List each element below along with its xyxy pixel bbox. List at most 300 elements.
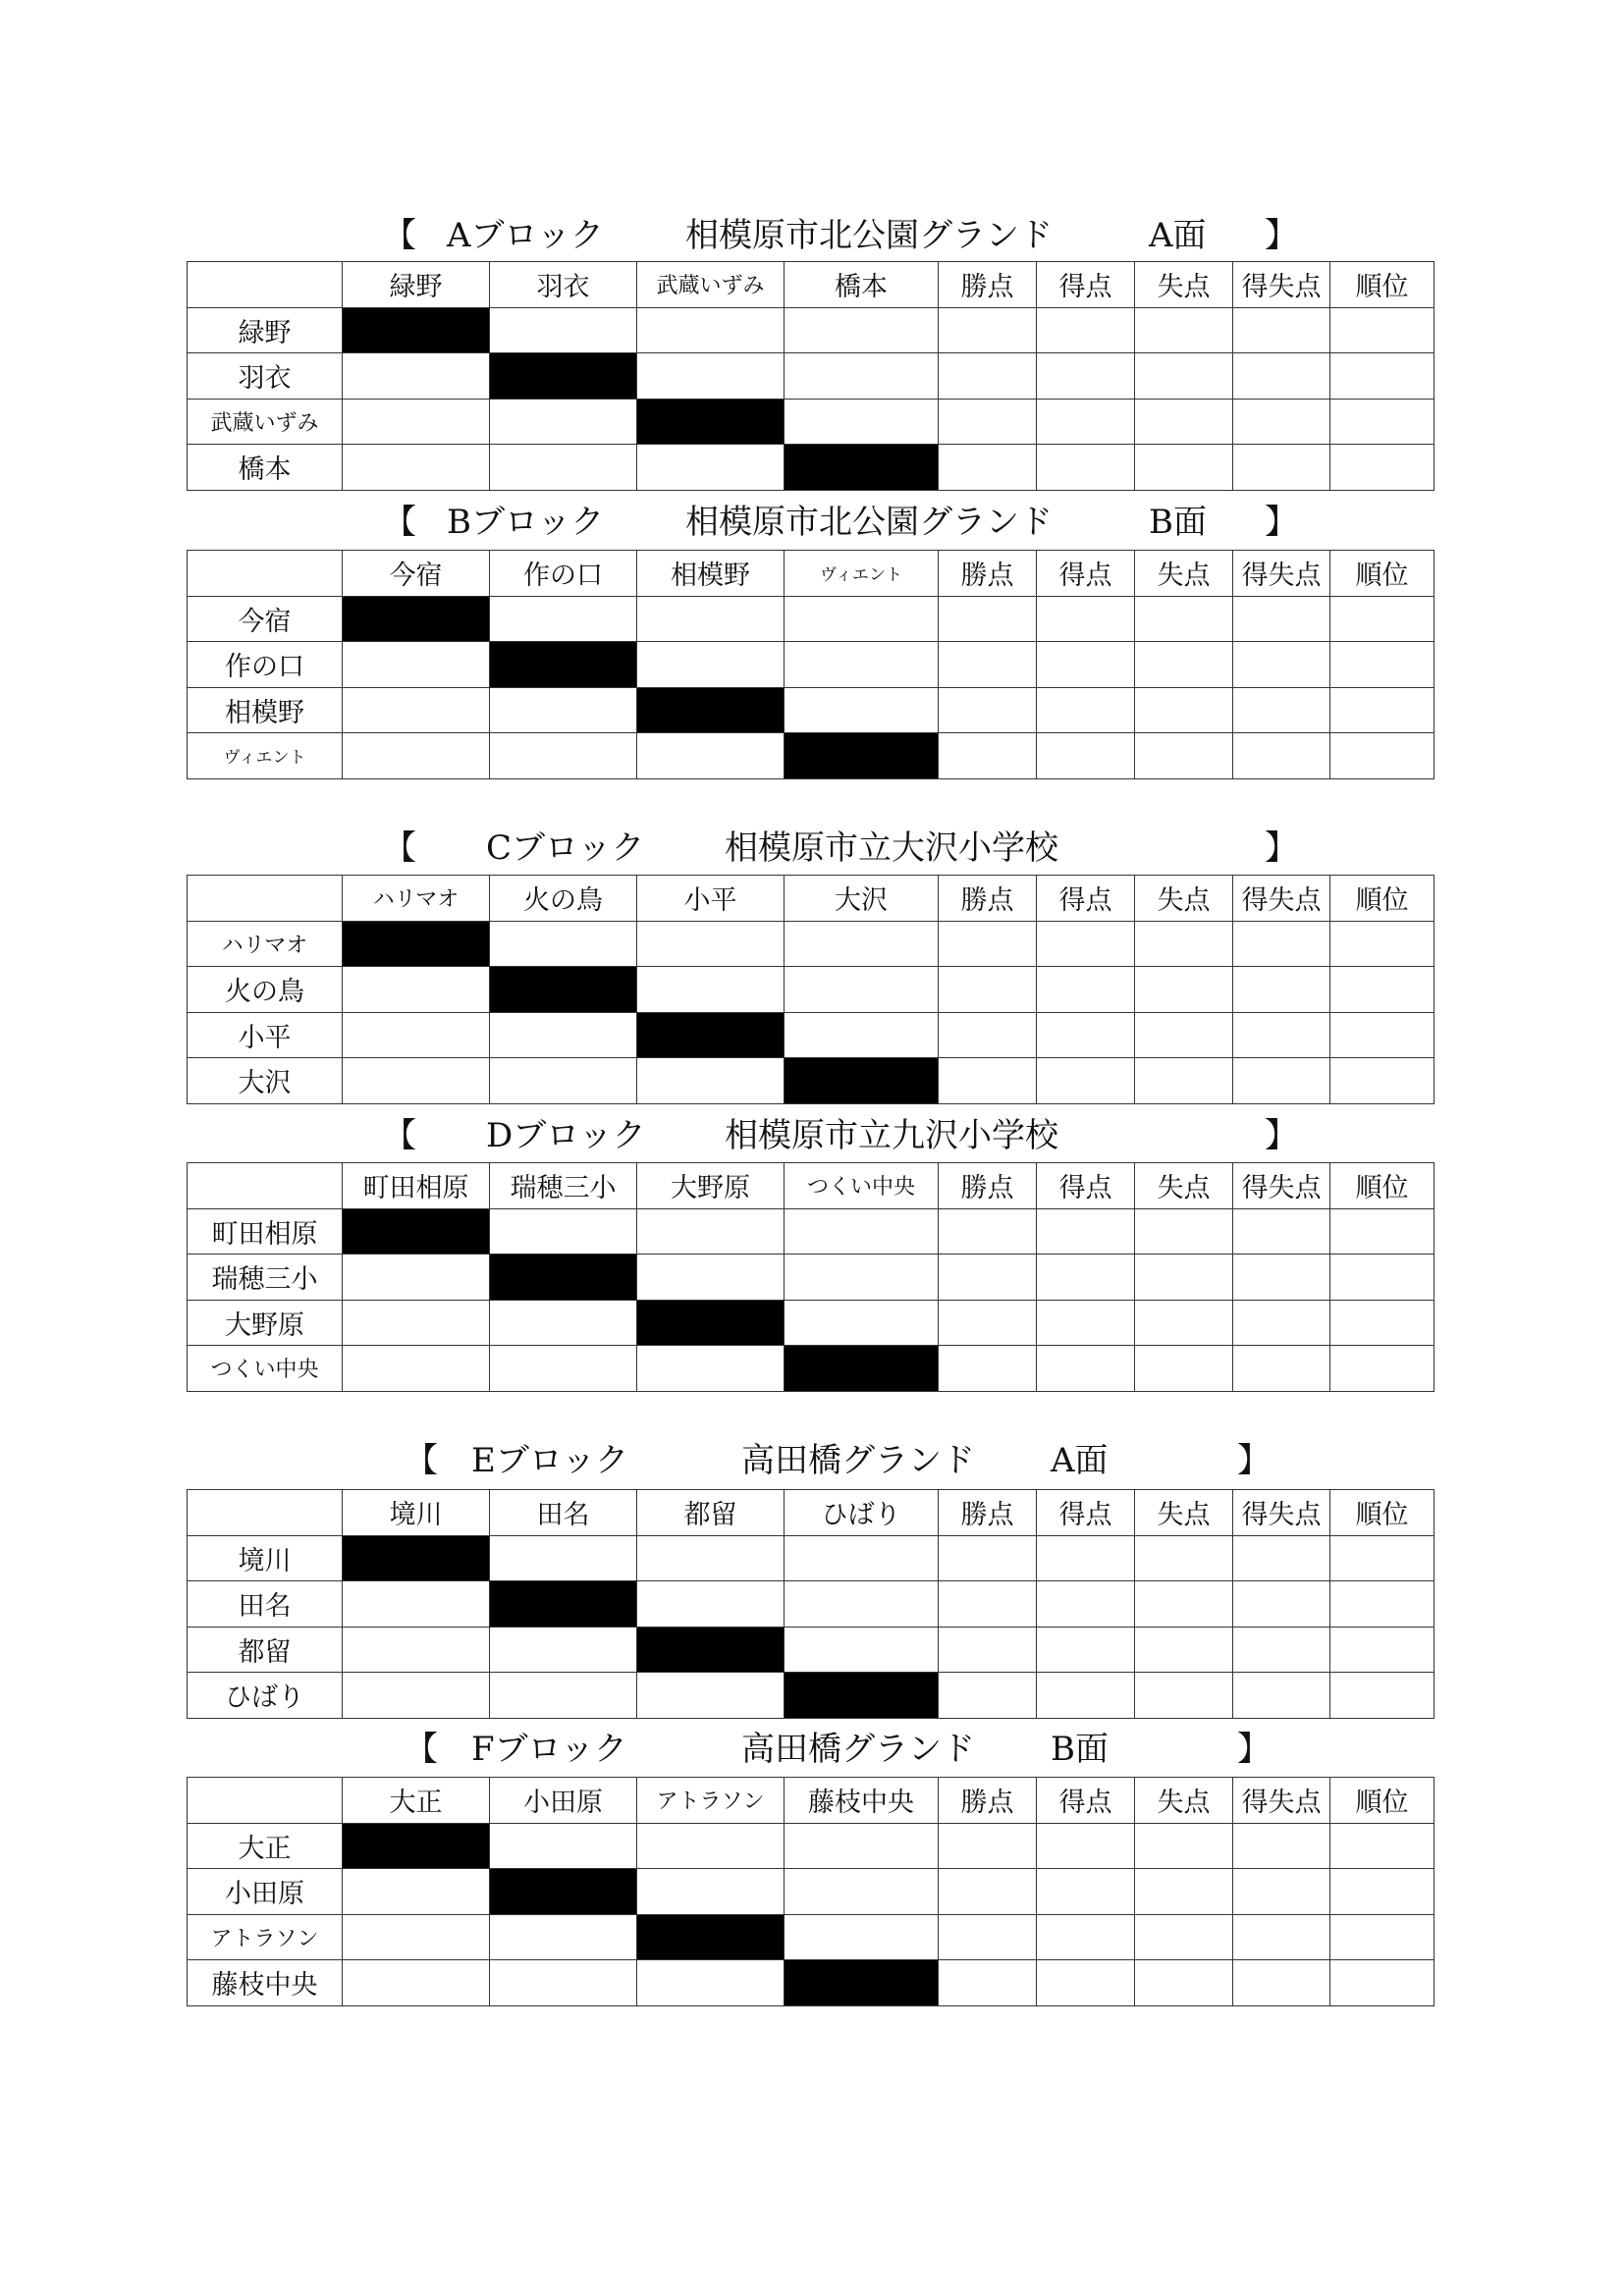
table-row (188, 1673, 1435, 1719)
stat-cell[interactable] (939, 1869, 1037, 1915)
row-team-name: 境川 (188, 1535, 343, 1581)
stat-cell[interactable] (1135, 967, 1233, 1013)
stat-cell[interactable] (939, 687, 1037, 733)
stat-cell[interactable] (939, 921, 1037, 967)
stat-cell[interactable] (1233, 1581, 1330, 1628)
match-result-cell[interactable] (343, 1914, 490, 1960)
stat-cell[interactable] (939, 1300, 1037, 1346)
stat-cell[interactable] (1330, 1673, 1435, 1719)
block-title-venue: 相模原市立九沢小学校 (725, 1116, 1058, 1155)
stat-cell[interactable] (939, 307, 1037, 353)
column-team-header: 作の口 (490, 551, 637, 597)
column-team-header: 小平 (637, 876, 785, 922)
match-result-cell[interactable] (637, 967, 785, 1013)
stat-cell[interactable] (939, 967, 1037, 1013)
league-table (187, 1162, 1435, 1392)
stat-cell[interactable] (939, 1255, 1037, 1301)
stat-cell[interactable] (1233, 1627, 1330, 1673)
match-result-cell[interactable] (343, 353, 490, 400)
self-match-cell (785, 1058, 939, 1104)
match-result-cell[interactable] (490, 1012, 637, 1058)
match-result-cell[interactable] (637, 1673, 785, 1719)
match-result-cell[interactable] (785, 1012, 939, 1058)
corner-cell (188, 262, 343, 308)
stat-cell[interactable] (939, 1627, 1037, 1673)
stat-cell[interactable] (1233, 1346, 1330, 1392)
block-title-label: Aブロック (447, 216, 604, 255)
table-row (188, 1581, 1435, 1628)
column-team-header: 都留 (637, 1490, 785, 1536)
stat-cell[interactable] (939, 1673, 1037, 1719)
stat-cell[interactable] (1233, 687, 1330, 733)
stat-header: 得点 (1037, 876, 1135, 922)
match-result-cell[interactable] (343, 967, 490, 1013)
match-result-cell[interactable] (785, 399, 939, 445)
block-title-open: 【 (405, 1441, 438, 1480)
row-team-name: アトラソン (188, 1914, 343, 1960)
stat-cell[interactable] (1233, 1208, 1330, 1255)
stat-header: 失点 (1135, 876, 1233, 922)
match-result-cell[interactable] (637, 307, 785, 353)
row-team-name: 町田相原 (188, 1208, 343, 1255)
self-match-cell (785, 1346, 939, 1392)
match-result-cell[interactable] (490, 445, 637, 491)
match-result-cell[interactable] (343, 687, 490, 733)
match-result-cell[interactable] (343, 642, 490, 688)
stat-cell[interactable] (1233, 307, 1330, 353)
stat-header: 失点 (1135, 1778, 1233, 1824)
self-match-cell (637, 1012, 785, 1058)
block-title-venue: 高田橋グランド (741, 1730, 975, 1769)
self-match-cell (637, 1914, 785, 1960)
table-row (188, 445, 1435, 491)
stat-cell[interactable] (1330, 921, 1435, 967)
table-row (188, 733, 1435, 779)
stat-cell[interactable] (1135, 596, 1233, 642)
match-result-cell[interactable] (490, 921, 637, 967)
match-result-cell[interactable] (490, 1346, 637, 1392)
table-row (188, 1208, 1435, 1255)
match-result-cell[interactable] (490, 1208, 637, 1255)
stat-cell[interactable] (1135, 733, 1233, 779)
match-result-cell[interactable] (785, 1914, 939, 1960)
match-result-cell[interactable] (490, 1823, 637, 1869)
stat-cell[interactable] (1233, 921, 1330, 967)
stat-cell[interactable] (1233, 596, 1330, 642)
stat-cell[interactable] (1330, 353, 1435, 400)
column-team-header: 大沢 (785, 876, 939, 922)
stat-cell[interactable] (1330, 1869, 1435, 1915)
league-table (187, 261, 1435, 491)
stat-cell[interactable] (1233, 1535, 1330, 1581)
match-result-cell[interactable] (785, 307, 939, 353)
match-result-cell[interactable] (637, 1869, 785, 1915)
match-result-cell[interactable] (785, 642, 939, 688)
block-title-open: 【 (405, 1730, 438, 1769)
stat-cell[interactable] (1037, 1581, 1135, 1628)
stat-cell[interactable] (1233, 1960, 1330, 2006)
column-team-header: つくい中央 (785, 1163, 939, 1209)
stat-cell[interactable] (1233, 1823, 1330, 1869)
match-result-cell[interactable] (785, 1300, 939, 1346)
stat-cell[interactable] (1135, 1012, 1233, 1058)
stat-cell[interactable] (1135, 353, 1233, 400)
self-match-cell (490, 1581, 637, 1628)
stat-cell[interactable] (1330, 1581, 1435, 1628)
stat-cell[interactable] (939, 1914, 1037, 1960)
match-result-cell[interactable] (785, 921, 939, 967)
stat-cell[interactable] (1135, 687, 1233, 733)
stat-cell[interactable] (1233, 1255, 1330, 1301)
stat-cell[interactable] (939, 1581, 1037, 1628)
column-team-header: 瑞穂三小 (490, 1163, 637, 1209)
match-result-cell[interactable] (785, 967, 939, 1013)
corner-cell (188, 876, 343, 922)
match-result-cell[interactable] (785, 353, 939, 400)
stat-header: 失点 (1135, 1163, 1233, 1209)
block-title (187, 827, 1434, 870)
stat-header: 勝点 (939, 551, 1037, 597)
stat-cell[interactable] (1330, 733, 1435, 779)
match-result-cell[interactable] (637, 353, 785, 400)
match-result-cell[interactable] (343, 399, 490, 445)
match-result-cell[interactable] (637, 1535, 785, 1581)
match-result-cell[interactable] (637, 921, 785, 967)
stat-cell[interactable] (1135, 1208, 1233, 1255)
match-result-cell[interactable] (785, 687, 939, 733)
stat-cell[interactable] (939, 1960, 1037, 2006)
match-result-cell[interactable] (490, 596, 637, 642)
stat-cell[interactable] (1330, 642, 1435, 688)
block-title-close: 】 (1237, 1730, 1271, 1769)
table-row (188, 1535, 1435, 1581)
row-team-name: つくい中央 (188, 1346, 343, 1392)
column-team-header: 田名 (490, 1490, 637, 1536)
header-row (188, 551, 1435, 597)
match-result-cell[interactable] (490, 733, 637, 779)
stat-cell[interactable] (1330, 1255, 1435, 1301)
stat-header: 勝点 (939, 262, 1037, 308)
stat-cell[interactable] (1135, 445, 1233, 491)
stat-cell[interactable] (1135, 1346, 1233, 1392)
stat-cell[interactable] (1330, 1012, 1435, 1058)
stat-cell[interactable] (939, 1346, 1037, 1392)
stat-cell[interactable] (1037, 353, 1135, 400)
match-result-cell[interactable] (343, 1255, 490, 1301)
stat-cell[interactable] (1135, 1058, 1233, 1104)
row-team-name: 田名 (188, 1581, 343, 1628)
stat-cell[interactable] (1037, 1346, 1135, 1392)
stat-cell[interactable] (1330, 1914, 1435, 1960)
stat-cell[interactable] (1037, 307, 1135, 353)
self-match-cell (343, 1208, 490, 1255)
table-row (188, 1346, 1435, 1392)
match-result-cell[interactable] (637, 1346, 785, 1392)
stat-header: 得失点 (1233, 262, 1330, 308)
stat-cell[interactable] (1037, 1255, 1135, 1301)
self-match-cell (490, 1869, 637, 1915)
stat-header: 勝点 (939, 1778, 1037, 1824)
match-result-cell[interactable] (343, 1627, 490, 1673)
table-row (188, 399, 1435, 445)
stat-cell[interactable] (1037, 1208, 1135, 1255)
stat-cell[interactable] (1037, 1823, 1135, 1869)
match-result-cell[interactable] (490, 687, 637, 733)
stat-cell[interactable] (1037, 1627, 1135, 1673)
stat-header: 得失点 (1233, 1163, 1330, 1209)
column-team-header: 緑野 (343, 262, 490, 308)
match-result-cell[interactable] (490, 1535, 637, 1581)
match-result-cell[interactable] (343, 1673, 490, 1719)
column-team-header: 今宿 (343, 551, 490, 597)
match-result-cell[interactable] (343, 733, 490, 779)
match-result-cell[interactable] (343, 1012, 490, 1058)
stat-cell[interactable] (1037, 1058, 1135, 1104)
block-title-label: Dブロック (486, 1116, 646, 1155)
block-title-venue: 相模原市北公園グランド (685, 503, 1053, 542)
match-result-cell[interactable] (637, 642, 785, 688)
table-row (188, 642, 1435, 688)
match-result-cell[interactable] (343, 1581, 490, 1628)
league-table (187, 1777, 1435, 2006)
row-team-name: 武蔵いずみ (188, 399, 343, 445)
table-row (188, 1869, 1435, 1915)
match-result-cell[interactable] (343, 445, 490, 491)
stat-cell[interactable] (1330, 307, 1435, 353)
match-result-cell[interactable] (343, 1869, 490, 1915)
row-team-name: 緑野 (188, 307, 343, 353)
stat-cell[interactable] (1330, 399, 1435, 445)
row-team-name: 大沢 (188, 1058, 343, 1104)
stat-cell[interactable] (1037, 399, 1135, 445)
stat-cell[interactable] (1330, 1208, 1435, 1255)
match-result-cell[interactable] (785, 1823, 939, 1869)
stat-cell[interactable] (1330, 1058, 1435, 1104)
stat-cell[interactable] (939, 353, 1037, 400)
table-row (188, 1960, 1435, 2006)
self-match-cell (490, 967, 637, 1013)
stat-cell[interactable] (1135, 1960, 1233, 2006)
block-title-venue: 高田橋グランド (741, 1441, 975, 1480)
stat-cell[interactable] (939, 596, 1037, 642)
stat-cell[interactable] (1037, 733, 1135, 779)
stat-cell[interactable] (1135, 307, 1233, 353)
block-title-close: 】 (1265, 1116, 1298, 1155)
column-team-header: 火の鳥 (490, 876, 637, 922)
stat-cell[interactable] (1135, 1581, 1233, 1628)
match-result-cell[interactable] (637, 1255, 785, 1301)
block-title-close: 】 (1265, 503, 1298, 542)
stat-header: 失点 (1135, 551, 1233, 597)
stat-cell[interactable] (1037, 1535, 1135, 1581)
stat-cell[interactable] (1037, 642, 1135, 688)
match-result-cell[interactable] (637, 1058, 785, 1104)
stat-cell[interactable] (1233, 1058, 1330, 1104)
column-team-header: 橋本 (785, 262, 939, 308)
stat-cell[interactable] (1233, 1869, 1330, 1915)
stat-cell[interactable] (1233, 733, 1330, 779)
stat-cell[interactable] (1330, 596, 1435, 642)
corner-cell (188, 551, 343, 597)
corner-cell (188, 1163, 343, 1209)
stat-cell[interactable] (1233, 1673, 1330, 1719)
stat-cell[interactable] (1037, 596, 1135, 642)
stat-cell[interactable] (1037, 445, 1135, 491)
stat-cell[interactable] (1233, 1914, 1330, 1960)
stat-cell[interactable] (1037, 967, 1135, 1013)
stat-cell[interactable] (939, 1012, 1037, 1058)
stat-cell[interactable] (1233, 353, 1330, 400)
match-result-cell[interactable] (490, 1300, 637, 1346)
match-result-cell[interactable] (785, 1627, 939, 1673)
stat-cell[interactable] (1330, 967, 1435, 1013)
table-row (188, 1300, 1435, 1346)
match-result-cell[interactable] (490, 399, 637, 445)
column-team-header: 羽衣 (490, 262, 637, 308)
row-team-name: 小田原 (188, 1869, 343, 1915)
match-result-cell[interactable] (637, 445, 785, 491)
stat-cell[interactable] (1135, 1823, 1233, 1869)
stat-cell[interactable] (1233, 445, 1330, 491)
match-result-cell[interactable] (637, 1960, 785, 2006)
stat-cell[interactable] (1233, 1300, 1330, 1346)
table-row (188, 1255, 1435, 1301)
stat-cell[interactable] (1135, 1300, 1233, 1346)
stat-cell[interactable] (1037, 687, 1135, 733)
stat-cell[interactable] (939, 399, 1037, 445)
table-row (188, 353, 1435, 400)
stat-cell[interactable] (1330, 1960, 1435, 2006)
match-result-cell[interactable] (490, 307, 637, 353)
stat-cell[interactable] (939, 642, 1037, 688)
match-result-cell[interactable] (637, 733, 785, 779)
stat-header: 得失点 (1233, 1490, 1330, 1536)
header-row (188, 262, 1435, 308)
match-result-cell[interactable] (343, 1960, 490, 2006)
stat-cell[interactable] (1330, 1627, 1435, 1673)
stat-cell[interactable] (1037, 1960, 1135, 2006)
stat-header: 順位 (1330, 1778, 1435, 1824)
row-team-name: 火の鳥 (188, 967, 343, 1013)
stat-cell[interactable] (1330, 1823, 1435, 1869)
table-row (188, 307, 1435, 353)
stat-cell[interactable] (1135, 1914, 1233, 1960)
stat-cell[interactable] (1330, 687, 1435, 733)
self-match-cell (490, 642, 637, 688)
match-result-cell[interactable] (785, 596, 939, 642)
stat-cell[interactable] (1135, 1255, 1233, 1301)
stat-header: 得失点 (1233, 1778, 1330, 1824)
column-team-header: 相模野 (637, 551, 785, 597)
stat-cell[interactable] (1330, 1346, 1435, 1392)
stat-cell[interactable] (1233, 967, 1330, 1013)
block-title-open: 【 (383, 828, 416, 868)
stat-cell[interactable] (1330, 1535, 1435, 1581)
column-team-header: ひばり (785, 1490, 939, 1536)
match-result-cell[interactable] (637, 1208, 785, 1255)
stat-cell[interactable] (1135, 1869, 1233, 1915)
stat-cell[interactable] (1135, 921, 1233, 967)
stat-header: 得失点 (1233, 551, 1330, 597)
match-result-cell[interactable] (343, 1058, 490, 1104)
stat-cell[interactable] (1233, 642, 1330, 688)
stat-cell[interactable] (939, 733, 1037, 779)
match-result-cell[interactable] (490, 1058, 637, 1104)
stat-cell[interactable] (1037, 1012, 1135, 1058)
self-match-cell (343, 1535, 490, 1581)
header-row (188, 876, 1435, 922)
stat-cell[interactable] (1135, 1627, 1233, 1673)
stat-cell[interactable] (939, 1823, 1037, 1869)
stat-cell[interactable] (939, 1058, 1037, 1104)
stat-cell[interactable] (1233, 399, 1330, 445)
self-match-cell (637, 1627, 785, 1673)
table-row (188, 1627, 1435, 1673)
match-result-cell[interactable] (785, 1535, 939, 1581)
block-title-close: 】 (1265, 828, 1298, 868)
match-result-cell[interactable] (490, 1673, 637, 1719)
match-result-cell[interactable] (785, 1255, 939, 1301)
stat-cell[interactable] (939, 1208, 1037, 1255)
row-team-name: 大正 (188, 1823, 343, 1869)
stat-cell[interactable] (1233, 1012, 1330, 1058)
match-result-cell[interactable] (637, 1581, 785, 1628)
table-row (188, 596, 1435, 642)
match-result-cell[interactable] (490, 1627, 637, 1673)
match-result-cell[interactable] (785, 1869, 939, 1915)
stat-cell[interactable] (939, 1535, 1037, 1581)
match-result-cell[interactable] (785, 1581, 939, 1628)
stat-cell[interactable] (1135, 1673, 1233, 1719)
column-team-header: 武蔵いずみ (637, 262, 785, 308)
stat-cell[interactable] (1135, 642, 1233, 688)
stat-cell[interactable] (1330, 445, 1435, 491)
match-result-cell[interactable] (637, 1823, 785, 1869)
table-row (188, 1914, 1435, 1960)
table-row (188, 1823, 1435, 1869)
stat-header: 失点 (1135, 1490, 1233, 1536)
match-result-cell[interactable] (490, 1914, 637, 1960)
league-table (187, 875, 1435, 1104)
stat-cell[interactable] (1037, 921, 1135, 967)
match-result-cell[interactable] (343, 1300, 490, 1346)
header-row (188, 1163, 1435, 1209)
row-team-name: 今宿 (188, 596, 343, 642)
stat-cell[interactable] (1037, 1300, 1135, 1346)
stat-cell[interactable] (1330, 1300, 1435, 1346)
self-match-cell (785, 1673, 939, 1719)
stat-cell[interactable] (1135, 399, 1233, 445)
block-title (187, 214, 1434, 257)
stat-cell[interactable] (1037, 1673, 1135, 1719)
column-team-header: 大正 (343, 1778, 490, 1824)
column-team-header: 大野原 (637, 1163, 785, 1209)
table-row (188, 1058, 1435, 1104)
match-result-cell[interactable] (490, 1960, 637, 2006)
self-match-cell (343, 1823, 490, 1869)
column-team-header: アトラソン (637, 1778, 785, 1824)
stat-cell[interactable] (1037, 1869, 1135, 1915)
match-result-cell[interactable] (785, 1208, 939, 1255)
column-team-header: ハリマオ (343, 876, 490, 922)
stat-cell[interactable] (1037, 1914, 1135, 1960)
match-result-cell[interactable] (343, 1346, 490, 1392)
stat-cell[interactable] (939, 445, 1037, 491)
stat-header: 失点 (1135, 262, 1233, 308)
header-row (188, 1778, 1435, 1824)
stat-cell[interactable] (1135, 1535, 1233, 1581)
match-result-cell[interactable] (637, 596, 785, 642)
